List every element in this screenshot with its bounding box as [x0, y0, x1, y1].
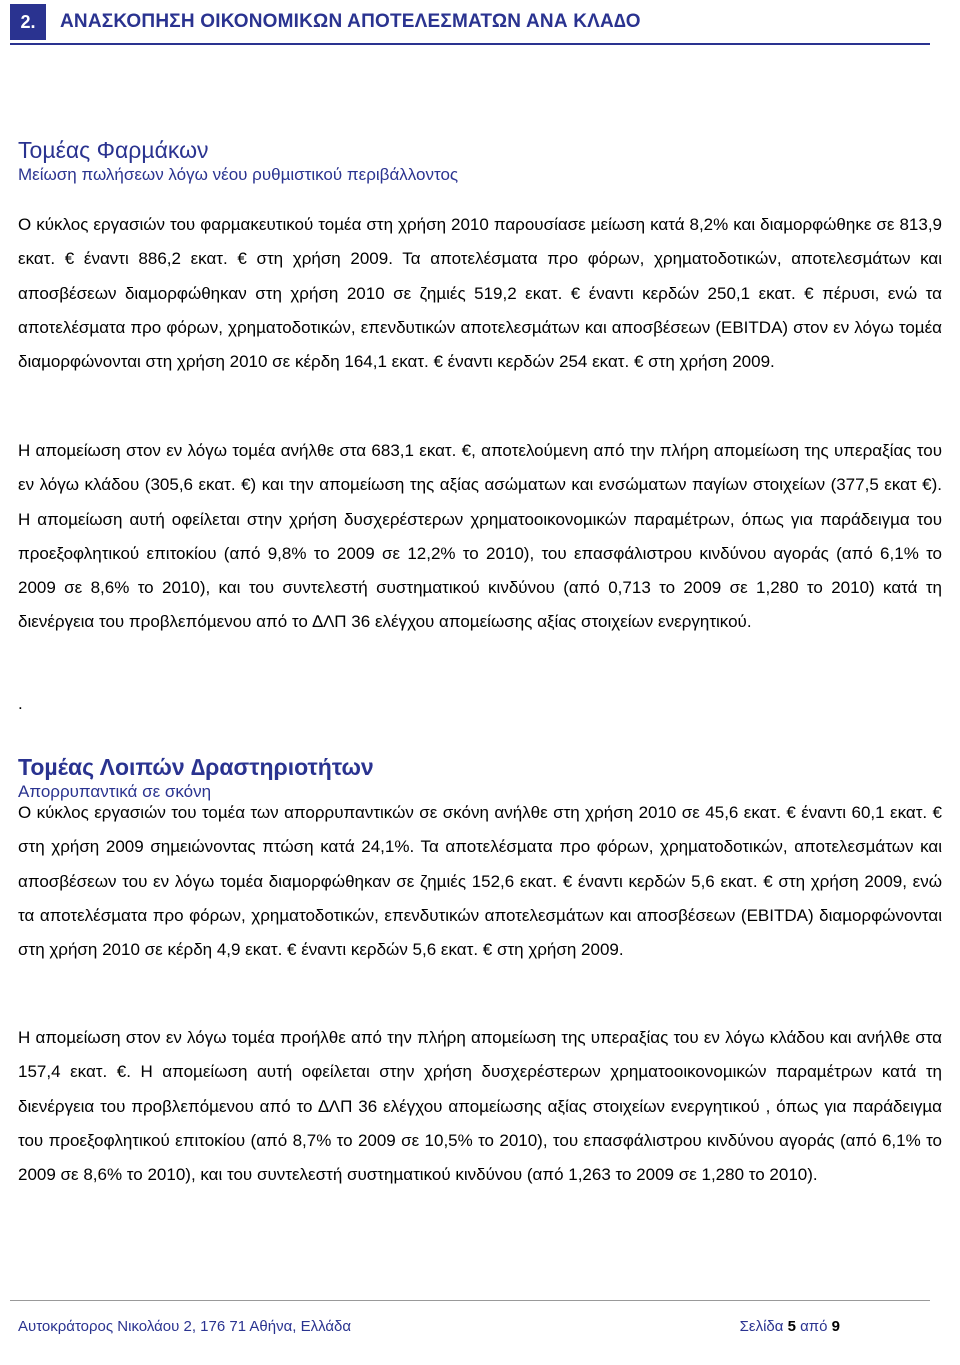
pharma-title: Τοµέας Φαρµάκων — [18, 137, 209, 163]
section-title: ΑΝΑΣΚΟΠΗΣΗ ΟΙΚΟΝΟΜΙΚΩΝ ΑΠΟΤΕΛΕΣΜΑΤΩΝ ΑΝΑ ΚΛΑ∆Ο — [60, 11, 641, 32]
other-paragraph-1: Ο κύκλος εργασιών του τοµέα των απορρυπαντικών σε σκόνη ανήλθε στη χρήση 2010 σε 45,6 εκατ. € έναντι 60,1 εκατ. € στη χρήση 2009 σηµειώνοντας πτώση κατά 24,1%. Τα αποτελέσµατα προ φόρων, χρηµατοδοτικών, αποτελεσµάτων και αποσβέσεων του εν λόγω τοµέα διαµορφώθηκαν σε ζηµιές 152,6 εκατ. € έναντι κερδών 5,6 εκατ. € στη χρήση 2009, ενώ τα αποτελέσµατα προ φόρων, χρηµατοδοτικών, επενδυτικών αποτελεσµάτων και αποσβέσεων (EBITDA) διαµορφώνονται στη χρήση 2010 σε κέρδη 4,9 εκατ. € έναντι κερδών 5,6 εκατ. € στη χρήση 2009. — [18, 803, 942, 960]
page-footer — [18, 1318, 840, 1335]
other-title: Τοµέας Λοιπών ∆ραστηριοτήτων — [18, 754, 374, 780]
pharma-heading — [18, 136, 942, 186]
pharma-paragraph-2: Η αποµείωση στον εν λόγω τοµέα ανήλθε στα 683,1 εκατ. €, αποτελούµενη από την πλήρη αποµείωση της υπεραξίας του εν λόγω κλάδου (305,6 εκατ. €) και την αποµείωση της αξίας ασώµατων και ενσώµατων παγίων στοιχείων (377,5 εκατ €). Η αποµείωση αυτή οφείλεται στην χρήση δυσχερέστερων χρηµατοοικονοµικών παραµέτρων, όπως για παράδειγµα του προεξοφλητικού επιτοκίου (από 9,8% το 2009 σε 12,2% το 2010), του επασφάλιστρου κινδύνου αγοράς (από 6,1% το 2009 σε 8,6% το 2010), και του συντελεστή συστηµατικού κινδύνου (από 0,713 το 2009 σε 1,280 το 2010) κατά τη διενέργεια του προβλεπόµενου από το ∆ΛΠ 36 ελέγχου αποµείωσης αξίας στοιχείων ενεργητικού. — [18, 441, 942, 632]
other-subtitle: Απορρυπαντικά σε σκόνη — [18, 782, 212, 801]
footer-address: Αυτοκράτορος Νικολάου 2, 176 71 Αθήνα, Ελλάδα — [18, 1318, 352, 1335]
separator-dot: . — [18, 694, 23, 713]
pharma-paragraph-1: Ο κύκλος εργασιών του φαρµακευτικού τοµέα στη χρήση 2010 παρουσίασε µείωση κατά 8,2% και διαµορφώθηκε σε 813,9 εκατ. € έναντι 886,2 εκατ. € στη χρήση 2009. Τα αποτελέσµατα προ φόρων, χρηµατοδοτικών, αποτελεσµάτων και αποσβέσεων διαµορφώθηκαν στη χρήση 2010 σε ζηµιές 519,2 εκατ. € έναντι κερδών 250,1 εκατ. € πέρυσι, ενώ τα αποτελέσµατα προ φόρων, χρηµατοδοτικών, επενδυτικών αποτελεσµάτων και αποσβέσεων (EBITDA) στον εν λόγω τοµέα διαµορφώνονται στη χρήση 2010 σε κέρδη 164,1 εκατ. € έναντι κερδών 254 εκατ. € στη χρήση 2009. — [18, 215, 942, 372]
page-of-label: από — [795, 1318, 832, 1335]
page-label: Σελίδα — [739, 1318, 788, 1335]
section-number: 2. — [10, 4, 46, 40]
page-total: 9 — [831, 1318, 840, 1335]
other-paragraph-2: Η αποµείωση στον εν λόγω τοµέα προήλθε από την πλήρη αποµείωση της υπεραξίας του εν λόγω κλάδου και ανήλθε στα 157,4 εκατ. €. Η αποµείωση αυτή οφείλεται στην χρήση δυσχερέστερων χρηµατοοικονοµικών παραµέτρων κατά τη διενέργεια του προβλεπόµενου από το ∆ΛΠ 36 ελέγχου αποµείωσης αξίας στοιχείων ενεργητικού , όπως για παράδειγµα του προεξοφλητικού επιτοκίου (από 8,7% το 2009 σε 10,5% το 2010), του επασφάλιστρου κινδύνου αγοράς (από 6,1% το 2009 σε 8,6% το 2010), και του συντελεστή συστηµατικού κινδύνου (από 1,263 το 2009 σε 1,280 το 2010). — [18, 1028, 942, 1185]
pharma-subtitle: Μείωση πωλήσεων λόγω νέου ρυθµιστικού περιβάλλοντος — [18, 165, 459, 184]
page-current: 5 — [787, 1318, 796, 1335]
section-header — [10, 4, 930, 42]
page-number — [740, 1318, 840, 1335]
footer-divider — [10, 1300, 930, 1301]
header-divider — [10, 43, 930, 45]
